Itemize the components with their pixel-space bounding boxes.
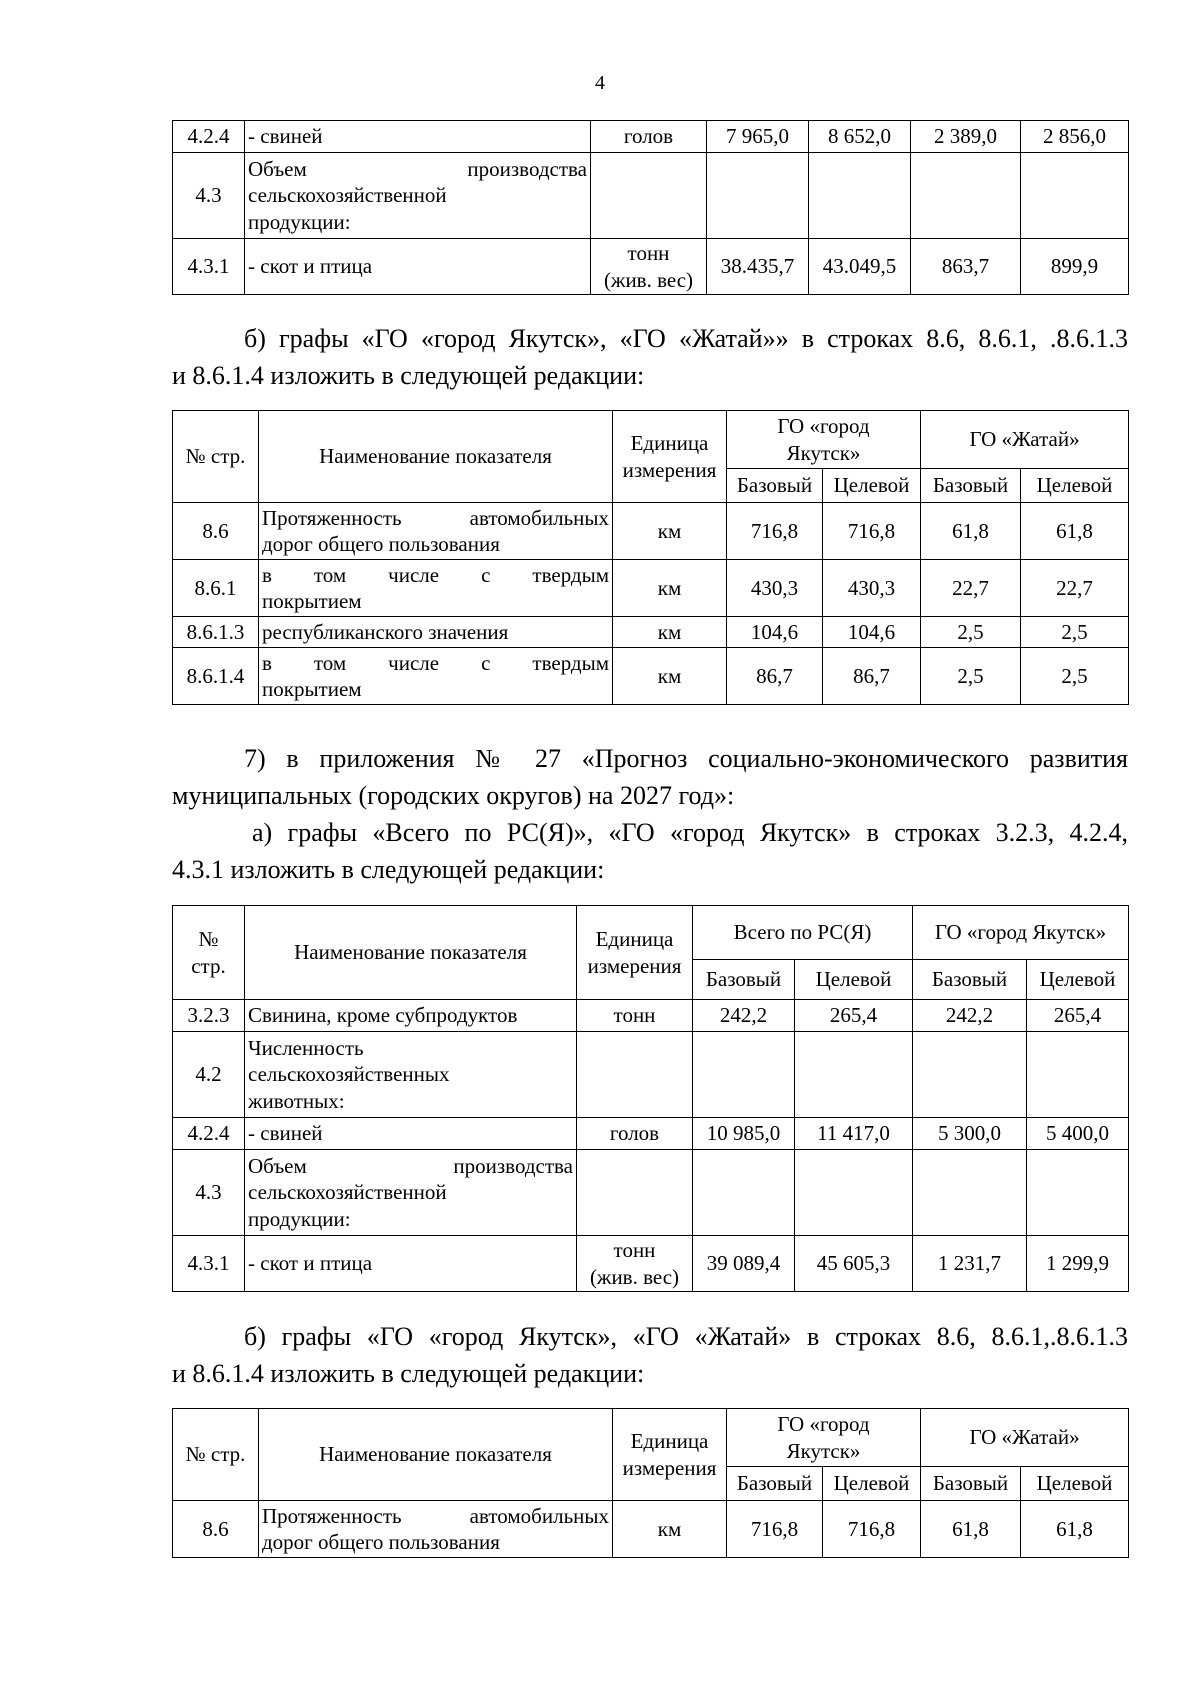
paragraph-line: 4.3.1 изложить в следующей редакции: bbox=[172, 855, 605, 884]
value-cell: 2,5 bbox=[921, 648, 1021, 705]
paragraph-line: и 8.6.1.4 изложить в следующей редакции: bbox=[172, 1359, 645, 1388]
row-number: 8.6 bbox=[173, 1501, 259, 1558]
table-row bbox=[173, 560, 1129, 617]
unit-line: тонн bbox=[627, 241, 670, 266]
indicator-name bbox=[245, 1150, 577, 1236]
indicator-name: республиканского значения bbox=[259, 617, 613, 648]
table-header-row bbox=[173, 906, 1129, 960]
unit bbox=[577, 1236, 693, 1292]
paragraph-line: муниципальных (городских округов) на 2027 год»: bbox=[172, 781, 735, 810]
table-continuation bbox=[172, 120, 1129, 295]
row-number: 4.2 bbox=[173, 1032, 245, 1118]
header-group-zhatay: ГО «Жатай» bbox=[921, 1409, 1129, 1467]
value-cell: 39 089,4 bbox=[693, 1236, 795, 1292]
indicator-name: - скот и птица bbox=[245, 239, 591, 295]
value-cell: 716,8 bbox=[727, 1501, 823, 1558]
paragraph-b-1 bbox=[172, 320, 1128, 394]
table-row bbox=[173, 1236, 1129, 1292]
indicator-name-line: животных: bbox=[248, 1088, 345, 1113]
header-unit bbox=[577, 906, 693, 1000]
indicator-name-line: продукции: bbox=[248, 209, 351, 234]
indicator-name: - свиней bbox=[245, 121, 591, 153]
value-cell: 899,9 bbox=[1021, 239, 1129, 295]
table-row bbox=[173, 648, 1129, 705]
paragraph-line: б) графы «ГО «город Якутск», «ГО «Жатай»» в строках 8.6, 8.6.1, .8.6.1.3 bbox=[244, 324, 1128, 353]
value-cell: 430,3 bbox=[823, 560, 921, 617]
header-number bbox=[173, 906, 245, 1000]
table-roads-1 bbox=[172, 410, 1129, 705]
header-target: Целевой bbox=[823, 1467, 921, 1501]
indicator-name-line: сельскохозяйственной bbox=[248, 183, 447, 208]
indicator-name bbox=[245, 1032, 577, 1118]
value-cell: 104,6 bbox=[727, 617, 823, 648]
value-cell: 265,4 bbox=[1027, 1000, 1129, 1032]
value-cell: 61,8 bbox=[1021, 503, 1129, 560]
header-group-yakutsk: ГО «город Якутск» bbox=[913, 906, 1129, 960]
header-base: Базовый bbox=[693, 960, 795, 1000]
row-number: 4.3 bbox=[173, 1150, 245, 1236]
header-unit-line: Единица bbox=[595, 927, 674, 952]
header-unit-line: Единица bbox=[630, 431, 709, 456]
unit: км bbox=[613, 648, 727, 705]
table-header-row bbox=[173, 1409, 1129, 1467]
value-cell: 45 605,3 bbox=[795, 1236, 913, 1292]
header-base: Базовый bbox=[727, 469, 823, 503]
header-base: Базовый bbox=[921, 469, 1021, 503]
row-number: 4.3 bbox=[173, 153, 245, 239]
paragraph-line: б) графы «ГО «город Якутск», «ГО «Жатай» в строках 8.6, 8.6.1,.8.6.1.3 bbox=[244, 1322, 1128, 1351]
value-cell: 7 965,0 bbox=[707, 121, 809, 153]
value-cell: 1 231,7 bbox=[913, 1236, 1027, 1292]
table-row bbox=[173, 153, 1129, 239]
value-cell: 265,4 bbox=[795, 1000, 913, 1032]
header-unit-line: измерения bbox=[622, 1455, 717, 1480]
row-number: 4.3.1 bbox=[173, 239, 245, 295]
indicator-name: - свиней bbox=[245, 1118, 577, 1150]
header-unit-line: измерения bbox=[587, 953, 682, 978]
header-group-line: Якутск» bbox=[786, 1438, 861, 1463]
value-cell: 863,7 bbox=[911, 239, 1021, 295]
unit: тонн bbox=[577, 1000, 693, 1032]
header-number: № стр. bbox=[173, 1409, 259, 1501]
indicator-name bbox=[259, 560, 613, 617]
value-cell: 22,7 bbox=[921, 560, 1021, 617]
indicator-name-line: Протяженность автомобильных bbox=[262, 1503, 609, 1528]
unit: км bbox=[613, 617, 727, 648]
indicator-name bbox=[245, 153, 591, 239]
row-number: 8.6 bbox=[173, 503, 259, 560]
indicator-name: Свинина, кроме субпродуктов bbox=[245, 1000, 577, 1032]
header-unit bbox=[613, 1409, 727, 1501]
row-number: 4.2.4 bbox=[173, 121, 245, 153]
header-base: Базовый bbox=[913, 960, 1027, 1000]
header-group-line: Якутск» bbox=[786, 440, 861, 465]
table-row bbox=[173, 239, 1129, 295]
unit-line: тонн bbox=[613, 1238, 656, 1263]
indicator-name bbox=[259, 503, 613, 560]
header-number-line: стр. bbox=[191, 953, 226, 978]
indicator-name-line: дорог общего пользования bbox=[262, 532, 500, 556]
table-row bbox=[173, 1150, 1129, 1236]
header-number-line: № bbox=[198, 927, 219, 952]
value-cell: 2,5 bbox=[921, 617, 1021, 648]
header-group-yakutsk bbox=[727, 411, 921, 469]
header-target: Целевой bbox=[1027, 960, 1129, 1000]
value-cell: 5 300,0 bbox=[913, 1118, 1027, 1150]
unit: голов bbox=[577, 1118, 693, 1150]
value-cell: 242,2 bbox=[693, 1000, 795, 1032]
table-row bbox=[173, 121, 1129, 153]
indicator-name-line: продукции: bbox=[248, 1206, 351, 1231]
header-name: Наименование показателя bbox=[245, 906, 577, 1000]
unit: голов bbox=[591, 121, 707, 153]
row-number: 4.3.1 bbox=[173, 1236, 245, 1292]
header-name: Наименование показателя bbox=[259, 411, 613, 503]
paragraph-line: а) графы «Всего по РС(Я)», «ГО «город Якутск» в строках 3.2.3, 4.2.4, bbox=[252, 818, 1128, 847]
table-agriculture bbox=[172, 905, 1129, 1292]
indicator-name-line: Объем производства bbox=[248, 1154, 573, 1179]
indicator-name-line: сельскохозяйственных bbox=[248, 1062, 450, 1087]
value-cell: 2,5 bbox=[1021, 617, 1129, 648]
header-unit-line: измерения bbox=[622, 457, 717, 482]
table-row bbox=[173, 503, 1129, 560]
value-cell: 38.435,7 bbox=[707, 239, 809, 295]
header-unit-line: Единица bbox=[630, 1429, 709, 1454]
indicator-name-line: в том числе с твердым bbox=[262, 562, 609, 587]
header-number: № стр. bbox=[173, 411, 259, 503]
header-group-line: ГО «город bbox=[777, 414, 870, 439]
unit bbox=[591, 239, 707, 295]
header-group-yakutsk bbox=[727, 1409, 921, 1467]
indicator-name-line: дорог общего пользования bbox=[262, 1530, 500, 1554]
indicator-name-line: Численность bbox=[248, 1036, 364, 1061]
value-cell: 2,5 bbox=[1021, 648, 1129, 705]
table-row bbox=[173, 617, 1129, 648]
indicator-name bbox=[259, 648, 613, 705]
header-name: Наименование показателя bbox=[259, 1409, 613, 1501]
row-number: 8.6.1.3 bbox=[173, 617, 259, 648]
table-row bbox=[173, 1118, 1129, 1150]
paragraph-line: 7) в приложения № 27 «Прогноз социально-экономического развития bbox=[244, 744, 1128, 773]
row-number: 3.2.3 bbox=[173, 1000, 245, 1032]
row-number: 4.2.4 bbox=[173, 1118, 245, 1150]
header-unit bbox=[613, 411, 727, 503]
value-cell: 10 985,0 bbox=[693, 1118, 795, 1150]
table-row bbox=[173, 1501, 1129, 1558]
table-header-row bbox=[173, 411, 1129, 469]
value-cell: 2 856,0 bbox=[1021, 121, 1129, 153]
header-group-zhatay: ГО «Жатай» bbox=[921, 411, 1129, 469]
value-cell: 104,6 bbox=[823, 617, 921, 648]
value-cell: 5 400,0 bbox=[1027, 1118, 1129, 1150]
unit-line: (жив. вес) bbox=[589, 1264, 680, 1289]
indicator-name-line: покрытием bbox=[262, 589, 362, 613]
indicator-name bbox=[259, 1501, 613, 1558]
header-group-line: ГО «город bbox=[777, 1412, 870, 1437]
header-group-total: Всего по РС(Я) bbox=[693, 906, 913, 960]
header-target: Целевой bbox=[823, 469, 921, 503]
value-cell: 716,8 bbox=[727, 503, 823, 560]
value-cell: 43.049,5 bbox=[809, 239, 911, 295]
header-base: Базовый bbox=[727, 1467, 823, 1501]
unit: км bbox=[613, 503, 727, 560]
value-cell: 86,7 bbox=[823, 648, 921, 705]
paragraph-7 bbox=[172, 740, 1128, 888]
indicator-name: - скот и птица bbox=[245, 1236, 577, 1292]
table-row bbox=[173, 1032, 1129, 1118]
header-base: Базовый bbox=[921, 1467, 1021, 1501]
indicator-name-line: Протяженность автомобильных bbox=[262, 505, 609, 530]
value-cell: 22,7 bbox=[1021, 560, 1129, 617]
indicator-name-line: Объем производства bbox=[248, 157, 587, 182]
table-row bbox=[173, 1000, 1129, 1032]
value-cell: 61,8 bbox=[1021, 1501, 1129, 1558]
unit: км bbox=[613, 1501, 727, 1558]
value-cell: 86,7 bbox=[727, 648, 823, 705]
unit-line: (жив. вес) bbox=[603, 267, 694, 292]
value-cell: 61,8 bbox=[921, 503, 1021, 560]
paragraph-line: и 8.6.1.4 изложить в следующей редакции: bbox=[172, 361, 645, 390]
unit: км bbox=[613, 560, 727, 617]
header-target: Целевой bbox=[795, 960, 913, 1000]
value-cell: 430,3 bbox=[727, 560, 823, 617]
table-roads-2 bbox=[172, 1408, 1129, 1558]
header-target: Целевой bbox=[1021, 469, 1129, 503]
value-cell: 11 417,0 bbox=[795, 1118, 913, 1150]
indicator-name-line: сельскохозяйственной bbox=[248, 1180, 447, 1205]
value-cell: 242,2 bbox=[913, 1000, 1027, 1032]
row-number: 8.6.1.4 bbox=[173, 648, 259, 705]
indicator-name-line: покрытием bbox=[262, 677, 362, 701]
row-number: 8.6.1 bbox=[173, 560, 259, 617]
paragraph-b-2 bbox=[172, 1318, 1128, 1392]
value-cell: 2 389,0 bbox=[911, 121, 1021, 153]
value-cell: 8 652,0 bbox=[809, 121, 911, 153]
value-cell: 716,8 bbox=[823, 1501, 921, 1558]
value-cell: 716,8 bbox=[823, 503, 921, 560]
value-cell: 1 299,9 bbox=[1027, 1236, 1129, 1292]
value-cell: 61,8 bbox=[921, 1501, 1021, 1558]
page-number: 4 bbox=[595, 72, 605, 94]
header-target: Целевой bbox=[1021, 1467, 1129, 1501]
indicator-name-line: в том числе с твердым bbox=[262, 650, 609, 675]
